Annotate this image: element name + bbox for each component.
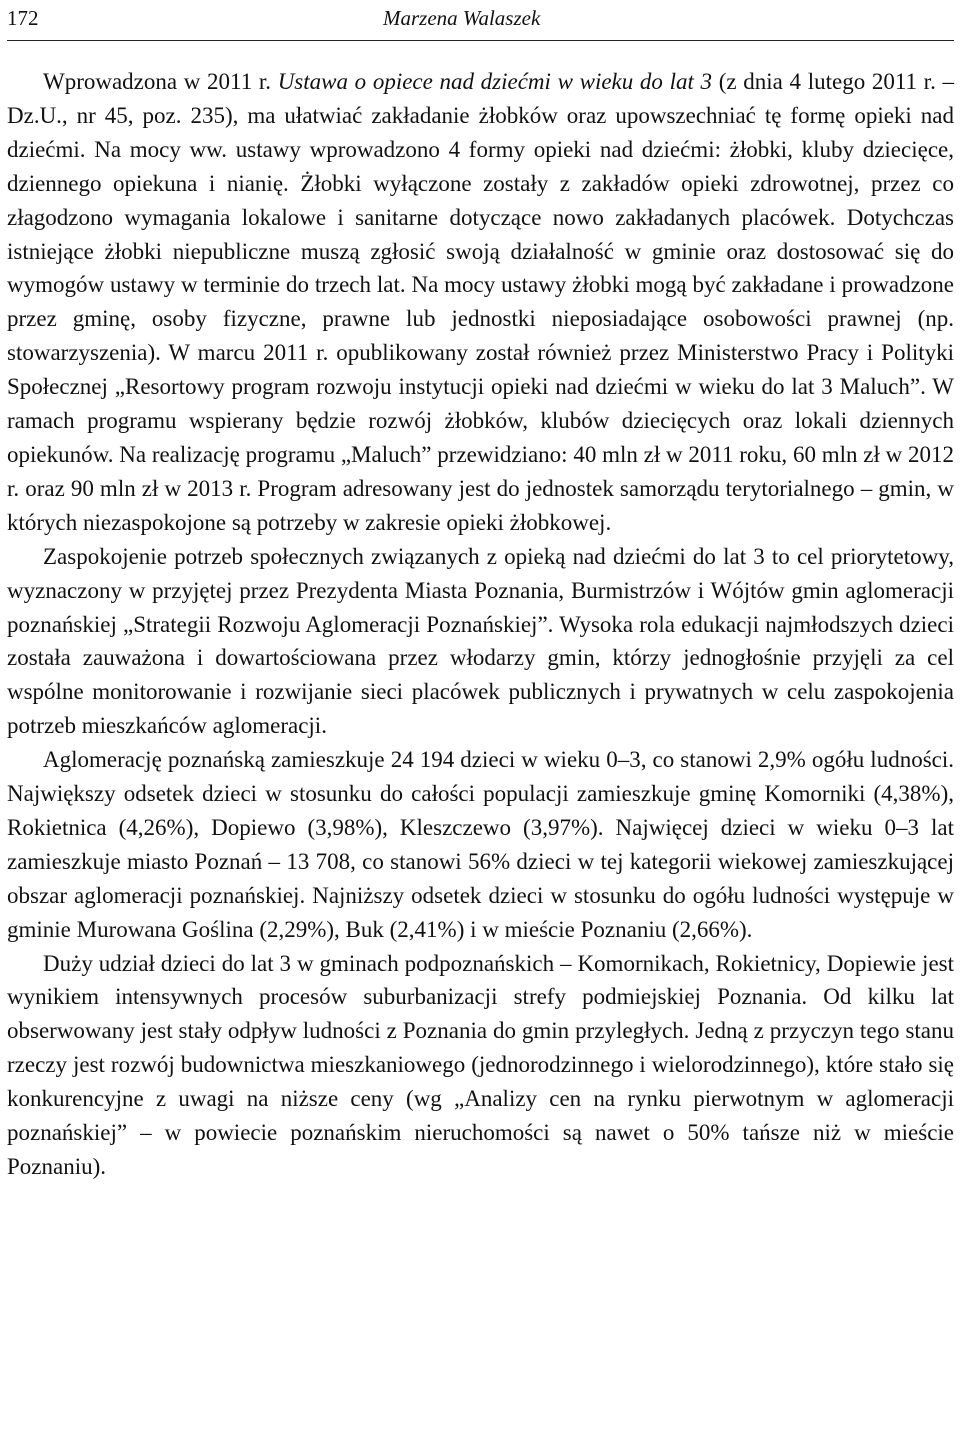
page-number: 172 [7,6,39,30]
paragraph [7,743,954,946]
text-run: (z dnia 4 lutego 2011 r. – Dz.U., nr 45, poz. 235), ma ułatwiać zakładanie żłobków oraz upowszechniać tę formę opieki nad dziećmi. Na mocy ww. ustawy wprowadzono 4 formy opieki nad dziećmi: żłobki, kluby dziecięce, dziennego opiekuna i nianię. Żłobki wyłączone zostały z zakładów opieki zdrowotnej, przez co złagodzono wymagania lokalowe i sanitarne dotyczące nowo zakładanych placówek. Dotychczas istniejące żłobki niepubliczne muszą zgłosić swoją działalność w gminie oraz dostosować się do wymogów ustawy w terminie do trzech lat. Na mocy ustawy żłobki mogą być zakładane i prowadzone przez gminę, osoby fizyczne, prawne lub jednostki nieposiadające osobowości prawnej (np. stowarzyszenia). W marcu 2011 r. opublikowany został również przez Ministerstwo Pracy i Polityki Społecznej „Resortowy program rozwoju instytucji opieki nad dziećmi w wieku do lat 3 Maluch”. W ramach programu wspierany będzie rozwój żłobków, klubów dziecięcych oraz lokali dziennych opiekunów. Na realizację programu „Maluch” przewidziano: 40 mln zł w 2011 roku, 60 mln zł w 2012 r. oraz 90 mln zł w 2013 r. Program adresowany jest do jednostek samorządu terytorialnego – gmin, w których niezaspokojone są potrzeby w zakresie opieki żłobkowej. [7,69,954,535]
text-run: Wprowadzona w 2011 r. [43,69,278,94]
running-header-author: Marzena Walaszek [383,6,541,30]
paragraph [7,947,954,1184]
text-run-italic: Ustawa o opiece nad dziećmi w wieku do lat 3 [277,69,713,94]
paragraph [7,65,954,540]
text-run: Duży udział dzieci do lat 3 w gminach podpoznańskich – Komornikach, Rokietnicy, Dopiewie jest wynikiem intensywnych procesów suburbanizacji strefy podmiejskiej Poznania. Od kilku lat obserwowany jest stały odpływ ludności z Poznania do gmin przyległych. Jedną z przyczyn tego stanu rzeczy jest rozwój budownictwa mieszkaniowego (jednorodzinnego i wielorodzinnego), które stało się konkurencyjne z uwagi na niższe ceny (wg „Analizy cen na rynku pierwotnym w aglomeracji poznańskiej” – w powiecie poznańskim nieruchomości są nawet o 50% tańsze niż w mieście Poznaniu). [7,950,954,1179]
paragraph [7,540,954,743]
body-text [7,65,954,1184]
header-rule [7,40,954,41]
running-header [7,4,954,40]
text-run: Aglomerację poznańską zamieszkuje 24 194 dzieci w wieku 0–3, co stanowi 2,9% ogółu ludności. Największy odsetek dzieci w stosunku do całości populacji zamieszkuje gminę Komorniki (4,38%), Rokietnica (4,26%), Dopiewo (3,98%), Kleszczewo (3,97%). Najwięcej dzieci w wieku 0–3 lat zamieszkuje miasto Poznań – 13 708, co stanowi 56% dzieci w tej kategorii wiekowej zamieszkującej obszar aglomeracji poznańskiej. Najniższy odsetek dzieci w stosunku do ogółu ludności występuje w gminie Murowana Goślina (2,29%), Buk (2,41%) i w mieście Poznaniu (2,66%). [7,747,954,942]
text-run: Zaspokojenie potrzeb społecznych związanych z opieką nad dziećmi do lat 3 to cel priorytetowy, wyznaczony w przyjętej przez Prezydenta Miasta Poznania, Burmistrzów i Wójtów gmin aglomeracji poznańskiej „Strategii Rozwoju Aglomeracji Poznańskiej”. Wysoka rola edukacji najmłodszych dzieci została zauważona i dowartościowana przez włodarzy gmin, którzy jednogłośnie przyjęli za cel wspólne monitorowanie i rozwijanie sieci placówek publicznych i prywatnych w celu zaspokojenia potrzeb mieszkańców aglomeracji. [7,543,954,739]
